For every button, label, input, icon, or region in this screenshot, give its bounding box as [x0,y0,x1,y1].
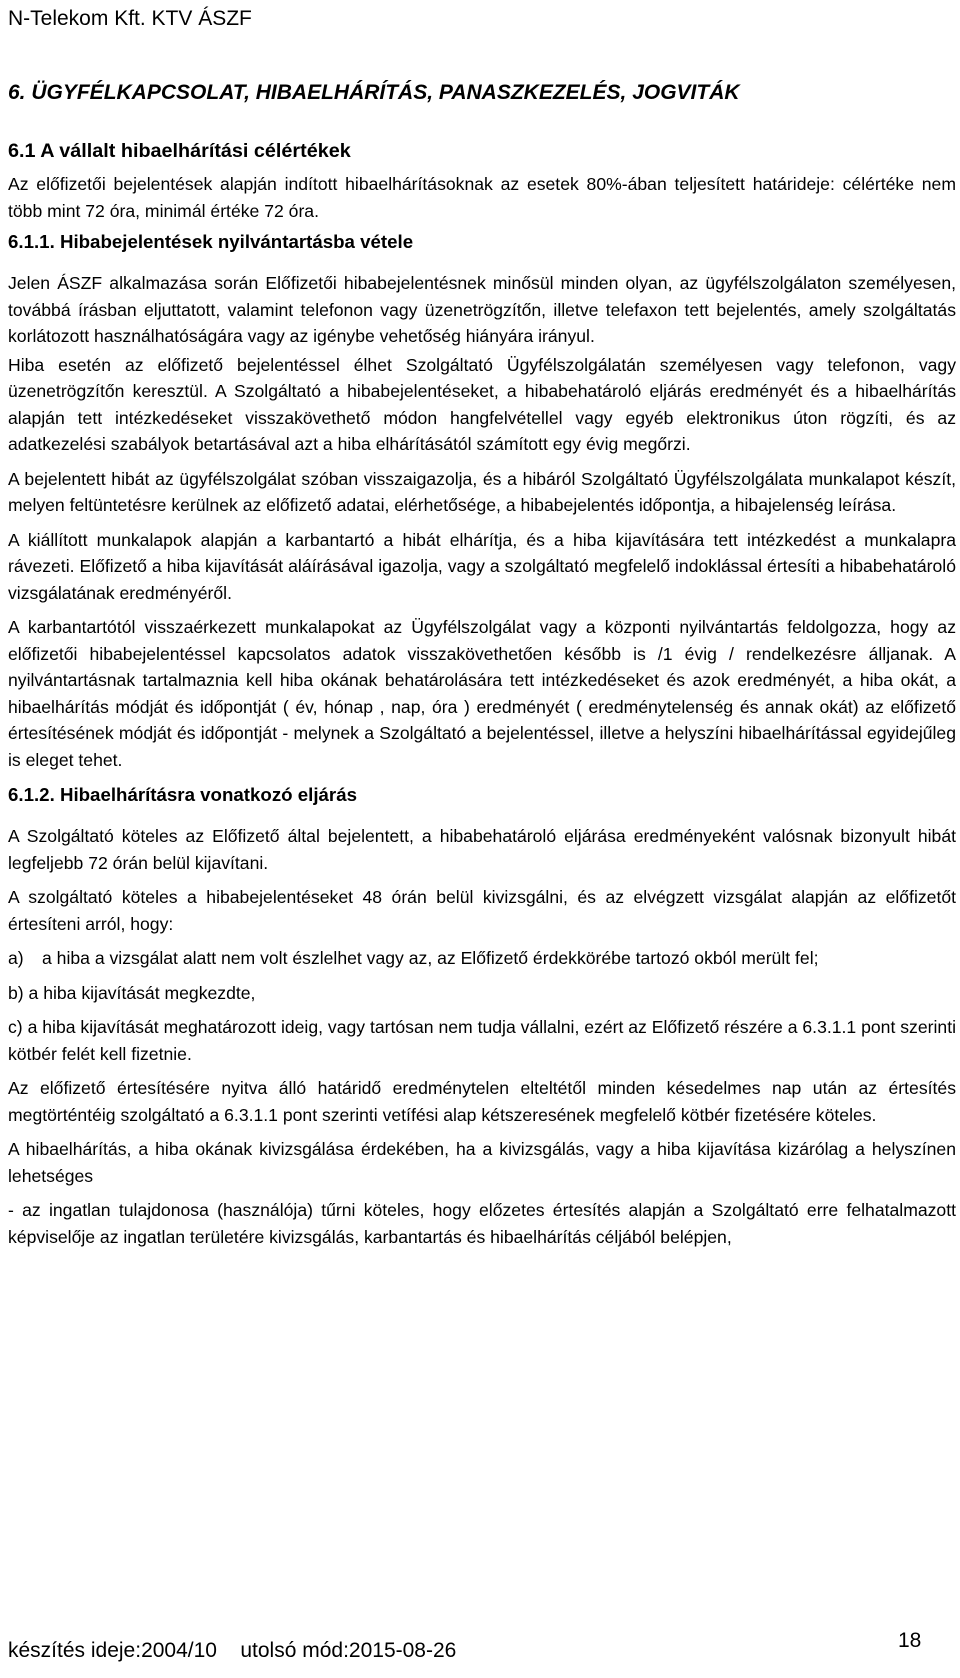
section-6-1-1-paragraph: Hiba esetén az előfizető bejelentéssel élhet Szolgáltató Ügyfélszolgálatán személyesen vagy telefonon, vagy üzenetrögzítőn keresztül. A Szolgáltató a hibabejelentéseket, a hibabehatároló eljárás eredményét és a hibaelhárítás alapján tett intézkedéseket visszakövethető módon hangfelvétellel vagy egyéb elektronikus úton rögzíti, és az adatkezelési szabályok betartásával azt a hiba elhárításától számított egy évig megőrzi. [8,354,956,454]
section-6-1-1-paragraph: A karbantartótól visszaérkezett munkalapokat az Ügyfélszolgálat vagy a központi nyilvántartás feldolgozza, hogy az előfizetői hibabejelentéssel kapcsolatos adatok visszakövethetően később is /1 évig / rendelkezésre álljanak. A nyilvántartásnak tartalmaznia kell hiba okának behatárolására tett intézkedéseket és azok eredményét, a hiba okát, a hibaelhárítás módját és időpontját ( év, hónap , nap, óra ) eredményét ( eredménytelenség és annak okát) az előfizető értesítésének módját és időpontját - melynek a Szolgáltató a bejelentéssel, illetve a helyszíni hibaelhárítással egyidejűleg is eleget tehet. [8,617,956,770]
list-item-text: a hiba a vizsgálat alatt nem volt észlelhet vagy az, az Előfizető érdekkörébe tartozó okból merült fel; [42,948,819,968]
section-6-1-2-paragraph: A Szolgáltató köteles az Előfizető által bejelentett, a hibabehatároló eljárása eredményeként valósnak bizonyult hibát legfeljebb 72 órán belül kijavítani. [8,826,956,873]
section-6-1-title: 6.1 A vállalt hibaelhárítási célértékek [8,140,351,162]
page-footer [8,1636,456,1666]
chapter-title: 6. ÜGYFÉLKAPCSOLAT, HIBAELHÁRÍTÁS, PANASZKEZELÉS, JOGVITÁK [8,81,740,104]
list-item: b) a hiba kijavítását megkezdte, [8,982,256,1003]
modified-date: utolsó mód:2015-08-26 [240,1639,457,1662]
section-6-1-2-paragraph: A hibaelhárítás, a hiba okának kivizsgálása érdekében, ha a kivizsgálás, vagy a hiba kijavítása kizárólag a helyszínen lehetséges [8,1139,956,1186]
section-6-1-1-paragraph: Jelen ÁSZF alkalmazása során Előfizetői hibabejelentésnek minősül minden olyan, az ügyfélszolgálaton személyesen, továbbá írásban eljuttatott, valamint telefonon vagy üzenetrögzítőn, illetve telefaxon tett bejelentés, amely szolgáltatás korlátozott használhatóságára vagy az igénybe vehetőség hiányára irányul. [8,273,956,346]
section-6-1-1-paragraph: A kiállított munkalapok alapján a karbantartó a hibát elhárítja, és a hiba kijavítására tett intézkedést a munkalapra rávezeti. Előfizető a hiba kijavítását aláírásával igazolja, vagy a szolgáltató megfelelő indoklással értesíti a hibabehatároló vizsgálatának eredményéről. [8,529,956,603]
list-item-marker: a) [8,948,24,968]
section-6-1-2-title: 6.1.2. Hibaelhárításra vonatkozó eljárás [8,784,357,805]
page-number: 18 [898,1629,922,1652]
section-6-1-2-paragraph: Az előfizető értesítésére nyitva álló határidő eredménytelen elteltétől minden késedelmes nap után az értesítés megtörténtéig szolgáltató a 6.3.1.1 pont szerinti vetífési alap kétszeresének megfelelő kötbér fizetésére köteles. [8,1078,956,1125]
section-6-1-2-paragraph: A szolgáltató köteles a hibabejelentéseket 48 órán belül kivizsgálni, és az elvégzett vizsgálat alapján az előfizetőt értesíteni arról, hogy: [8,887,956,934]
section-6-1-1-paragraph: A bejelentett hibát az ügyfélszolgálat szóban visszaigazolja, és a hibáról Szolgáltató Ügyfélszolgálata munkalapot készít, melyen feltüntetésre kerülnek az előfizető adatai, elérhetősége, a hibabejelentés időpontja, a hibajelenség leírása. [8,468,956,515]
list-item: c) a hiba kijavítását meghatározott ideig, vagy tartósan nem tudja vállalni, ezért az Előfizető részére a 6.3.1.1 pont szerinti kötbér felét kell fizetnie. [8,1017,956,1064]
created-date: készítés ideje:2004/10 [8,1639,217,1662]
section-6-1-intro: Az előfizetői bejelentések alapján indított hibaelhárításoknak az esetek 80%-ában teljesített határideje: célértéke nem több mint 72 óra, minimál értéke 72 óra. [8,174,956,221]
section-6-1-1-title: 6.1.1. Hibabejelentések nyilvántartásba vétele [8,231,414,252]
section-6-1-2-paragraph: - az ingatlan tulajdonosa (használója) tűrni köteles, hogy előzetes értesítés alapján a Szolgáltató erre felhatalmazott képviselője az ingatlan területére kivizsgálás, karbantartás és hibaelhárítás céljából belépjen, [8,1200,956,1247]
page-header: N-Telekom Kft. KTV ÁSZF [8,7,252,30]
list-item [8,945,956,972]
document-body [8,137,956,1258]
